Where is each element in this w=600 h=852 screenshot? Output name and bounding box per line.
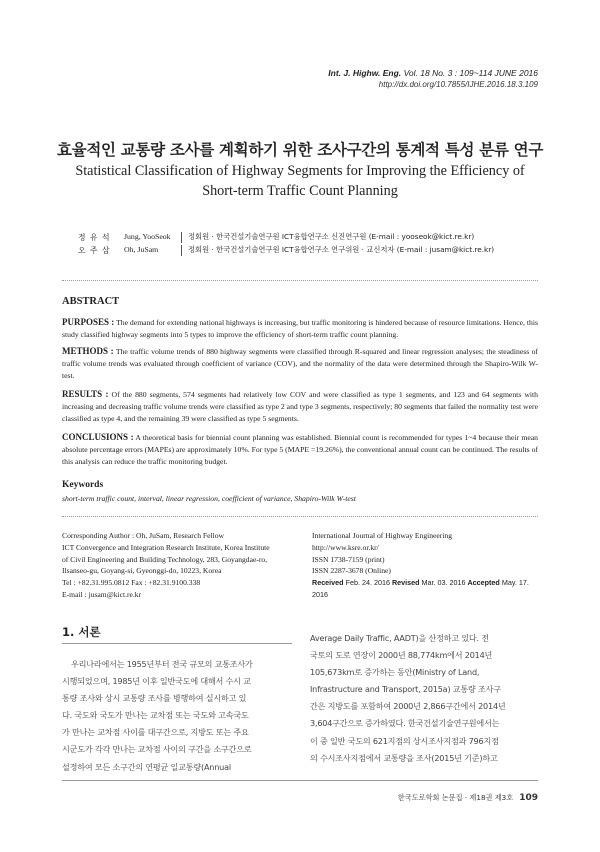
body-line: 가 만나는 교차점 사이를 대구간으로, 지방도 또는 주요 xyxy=(62,727,249,738)
correspondence-line: Corresponding Author : Oh, JuSam, Research Fellow xyxy=(62,531,224,540)
author-row xyxy=(62,245,542,258)
author-name-ko: 오 주 삼 xyxy=(78,246,111,255)
abstract-purposes xyxy=(62,316,538,341)
section-title: 1. 서론 xyxy=(62,625,101,639)
footer-journal: 한국도로학회 논문집 · 제18권 제3호 xyxy=(397,793,514,802)
author-divider xyxy=(181,245,182,256)
journal-name: Int. J. Highw. Eng. xyxy=(328,68,402,78)
author-divider xyxy=(181,232,182,243)
keywords-heading: Keywords xyxy=(62,480,104,490)
body-line: 설정하여 모든 소구간의 연평균 일교통량(Annual xyxy=(62,761,231,772)
volume-info: Vol. 18 No. 3 : 109~114 JUNE 2016 xyxy=(403,68,538,78)
body-line: 시행되었으며, 1985년 이후 일반국도에 대해서 수시 교 xyxy=(62,676,251,687)
body-line: Average Daily Traffic, AADT)을 산정하고 있다. 전 xyxy=(310,633,489,643)
footer-rule xyxy=(62,780,538,781)
dotted-divider xyxy=(62,516,538,517)
body-column-left xyxy=(62,656,300,776)
methods-text: The traffic volume trends of 880 highway segments were classified through R-squared and linear regression analyses; the steadiness of traffic volume trends was evaluated through coefficient of variance (COV), and the normality of the data were determined through the Shapiro-Wilk W-test. xyxy=(62,347,538,380)
body-line: Infrastructure and Transport, 2015a) 교통량 조사구 xyxy=(310,684,501,695)
correspondence-line: ICT Convergence and Integration Research Institute, Korea Institute xyxy=(62,542,270,552)
journal-url[interactable]: http://www.ksre.or.kr/ xyxy=(312,542,379,552)
author-name-en: Jung, YooSeok xyxy=(124,232,171,241)
received-label: Received xyxy=(312,578,344,588)
results-text: Of the 880 segments, 574 segments had relatively low COV and were classified as type 1 segments, and 123 and 64 segments with increasing and decreasing traffic volume trends were classified as type 2 and type 3 segments, respectively; 80 segments that failed the normality test were classified as type 4, and the remaining 39 were classified as type 5 segments. xyxy=(62,390,538,423)
issn-print: ISSN 1738-7159 (print) xyxy=(312,554,385,564)
author-affiliation: 정회원 · 한국건설기술연구원 ICT융합연구소 연구위원 · 교신저자 (E-mail : jusam@kict.re.kr) xyxy=(188,245,495,254)
correspondence-block xyxy=(62,530,302,601)
title-english-line2: Short-term Traffic Count Planning xyxy=(202,183,398,199)
journal-info-block xyxy=(312,530,542,601)
keywords-text: short-term traffic count, interval, linear regression, coefficient of variance, Shapiro-Wilk W-test xyxy=(62,494,356,503)
purposes-label: PURPOSES : xyxy=(62,317,115,327)
author-affiliation: 정회원 · 한국건설기술연구원 ICT융합연구소 신진연구원 (E-mail : yooseok@kict.re.kr) xyxy=(188,232,475,241)
body-line: 통량 조사와 상시 교통량 조사를 병행하여 실시하고 있 xyxy=(62,693,247,704)
body-line: 3,604구간으로 증가하였다. 한국건설기술연구원에서는 xyxy=(310,718,500,729)
body-line: 다. 국도와 국도가 만나는 교차점 또는 국도와 고속국도 xyxy=(62,710,249,721)
doi-link[interactable]: http://dx.doi.org/10.7855/IJHE.2016.18.3.109 xyxy=(378,80,538,89)
page-footer xyxy=(398,793,538,803)
author-row xyxy=(62,232,542,245)
body-line: 시군도가 각각 만나는 교차점 사이의 구간을 소구간으로 xyxy=(62,744,252,755)
methods-label: METHODS : xyxy=(62,346,114,356)
abstract-results xyxy=(62,388,538,425)
abstract-conclusions xyxy=(62,431,538,468)
conclusions-label: CONCLUSIONS : xyxy=(62,432,134,442)
dotted-divider xyxy=(62,280,538,281)
journal-citation xyxy=(328,68,538,78)
conclusions-text: A theoretical basis for biennial count planning was established. Biennial count is recommended for types 1~4 because their mean absolute percentage errors (MAPEs) are approximately 10%. For type 5 (MAPE =19.26%), the conventional annual count can be continued. The results of this analysis can reduce the traffic monitoring budget. xyxy=(62,433,539,466)
body-line: 이 중 일반 국도의 621지점의 상시조사지점과 796지점 xyxy=(310,735,499,746)
received-date: Feb. 24. 2016 xyxy=(345,578,390,588)
author-name-ko: 정 유 석 xyxy=(78,233,111,242)
body-column-right xyxy=(310,630,548,767)
author-name-en: Oh, JuSam xyxy=(124,245,159,254)
correspondence-line: of Civil Engineering and Building Technology, 283, Goyangdae-ro, xyxy=(62,554,268,564)
revised-label: Revised xyxy=(391,578,420,588)
body-line: 우리나라에서는 1955년부터 전국 규모의 교통조사가 xyxy=(71,659,253,669)
page-number: 109 xyxy=(519,793,538,803)
abstract-heading: ABSTRACT xyxy=(62,296,120,307)
body-line: 간은 지방도를 포함하여 2000년 2,866구간에서 2014년 xyxy=(310,701,506,712)
results-label: RESULTS : xyxy=(62,389,109,399)
title-english-line1: Statistical Classification of Highway Segments for Improving the Efficiency of xyxy=(75,163,525,179)
correspondence-line: Tel : +82.31.995.0812 Fax : +82.31.9100.338 xyxy=(62,578,201,588)
section-title-rule xyxy=(62,643,292,644)
abstract-methods xyxy=(62,345,538,382)
issn-online: ISSN 2287-3678 (Online) xyxy=(312,566,391,576)
title-korean: 효율적인 교통량 조사를 계획하기 위한 조사구간의 통계적 특성 분류 연구 xyxy=(56,141,544,159)
purposes-text: The demand for extending national highways is increasing, but traffic monitoring is hindered because of resource limitations. Hence, this study classified highway segments into 5 types to improve the efficiency of short-term traffic count planning. xyxy=(62,318,538,339)
correspondence-email[interactable]: E-mail : jusam@kict.re.kr xyxy=(62,589,142,599)
correspondence-line: Ilsanseo-gu, Goyang-si, Gyeonggi-do, 10223, Korea xyxy=(62,566,222,576)
dates-line xyxy=(312,577,542,601)
accepted-label: Accepted xyxy=(467,578,500,588)
revised-date: Mar. 03. 2016 xyxy=(421,578,466,588)
journal-info-line: International Journal of Highway Engineering xyxy=(312,531,453,540)
body-line: 105,673km로 증가하는 동안(Ministry of Land, xyxy=(310,667,480,678)
accepted-date: May. 17. 2016 xyxy=(312,578,529,599)
body-line: 의 수시조사지점에서 교통량을 조사(2015년 기준)하고 xyxy=(310,752,498,763)
body-line: 국토의 도로 연장이 2000년 88,774km에서 2014년 xyxy=(310,650,493,661)
